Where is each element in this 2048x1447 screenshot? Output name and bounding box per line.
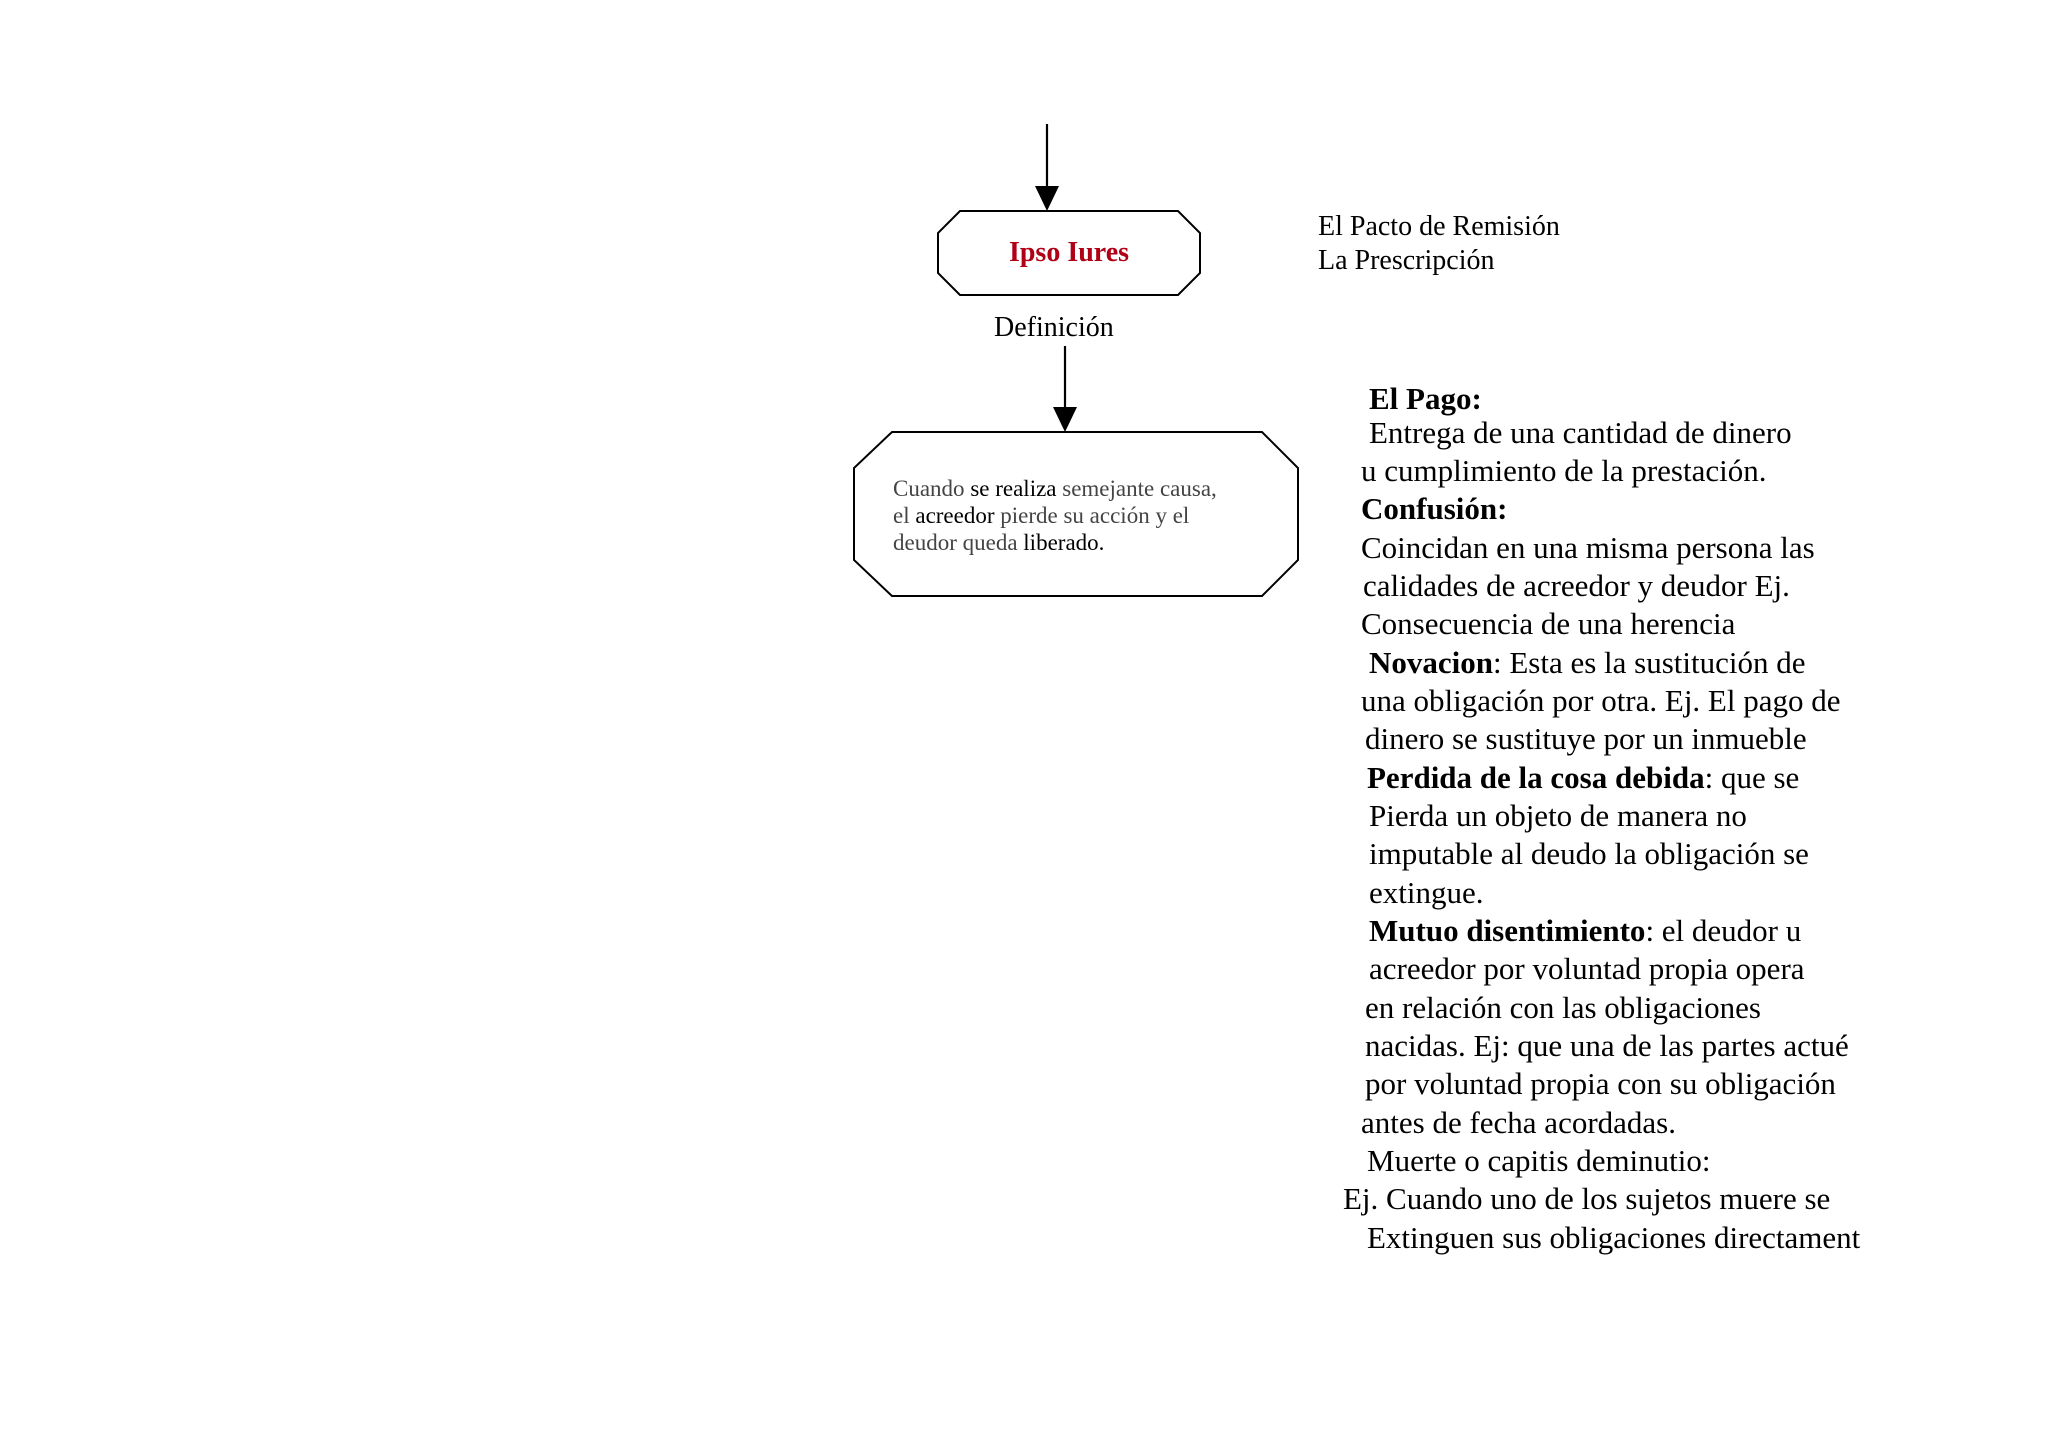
cause-line: antes de fecha acordadas. — [1361, 1105, 1676, 1140]
side-list-item: El Pacto de Remisión — [1318, 211, 1560, 242]
cause-heading-mutuo: Mutuo disentimiento: el deudor u — [1369, 913, 1802, 948]
definition-text: Cuando se realiza semejante causa, el acreedor pierde su acción y el deudor queda liberado. — [893, 476, 1217, 555]
cause-heading-pago: El Pago: — [1369, 381, 1482, 416]
cause-line: nacidas. Ej: que una de las partes actué — [1365, 1028, 1849, 1063]
cause-line: calidades de acreedor y deudor Ej. — [1363, 568, 1790, 603]
title-node — [938, 211, 1200, 295]
cause-heading-perdida: Perdida de la cosa debida: que se — [1367, 760, 1800, 795]
cause-line: Pierda un objeto de manera no — [1369, 798, 1747, 833]
side-list-item: La Prescripción — [1318, 245, 1495, 276]
cause-line: imputable al deudo la obligación se — [1369, 836, 1809, 871]
cause-line: dinero se sustituye por un inmueble — [1365, 721, 1807, 756]
definition-arrow — [1053, 346, 1077, 432]
cause-line: Extinguen sus obligaciones directament — [1367, 1220, 1861, 1255]
definition-label: Definición — [994, 312, 1114, 343]
incoming-arrow — [1035, 124, 1059, 211]
cause-line: por voluntad propia con su obligación — [1365, 1066, 1836, 1101]
cause-line: en relación con las obligaciones — [1365, 990, 1761, 1025]
cause-line: extingue. — [1369, 875, 1484, 910]
cause-line: Entrega de una cantidad de dinero — [1369, 415, 1792, 450]
cause-line: acreedor por voluntad propia opera — [1369, 951, 1805, 986]
cause-heading-novacion: Novacion: Esta es la sustitución de — [1369, 645, 1806, 680]
cause-line: Consecuencia de una herencia — [1361, 606, 1736, 641]
cause-line: Ej. Cuando uno de los sujetos muere se — [1343, 1181, 1831, 1216]
cause-line: Muerte o capitis deminutio: — [1367, 1143, 1711, 1178]
cause-line: una obligación por otra. Ej. El pago de — [1361, 683, 1841, 718]
cause-line: Coincidan en una misma persona las — [1361, 530, 1815, 565]
cause-heading-confusion: Confusión: — [1361, 491, 1508, 526]
cause-line: u cumplimiento de la prestación. — [1361, 453, 1767, 488]
title-node-label: Ipso Iures — [1008, 237, 1130, 268]
